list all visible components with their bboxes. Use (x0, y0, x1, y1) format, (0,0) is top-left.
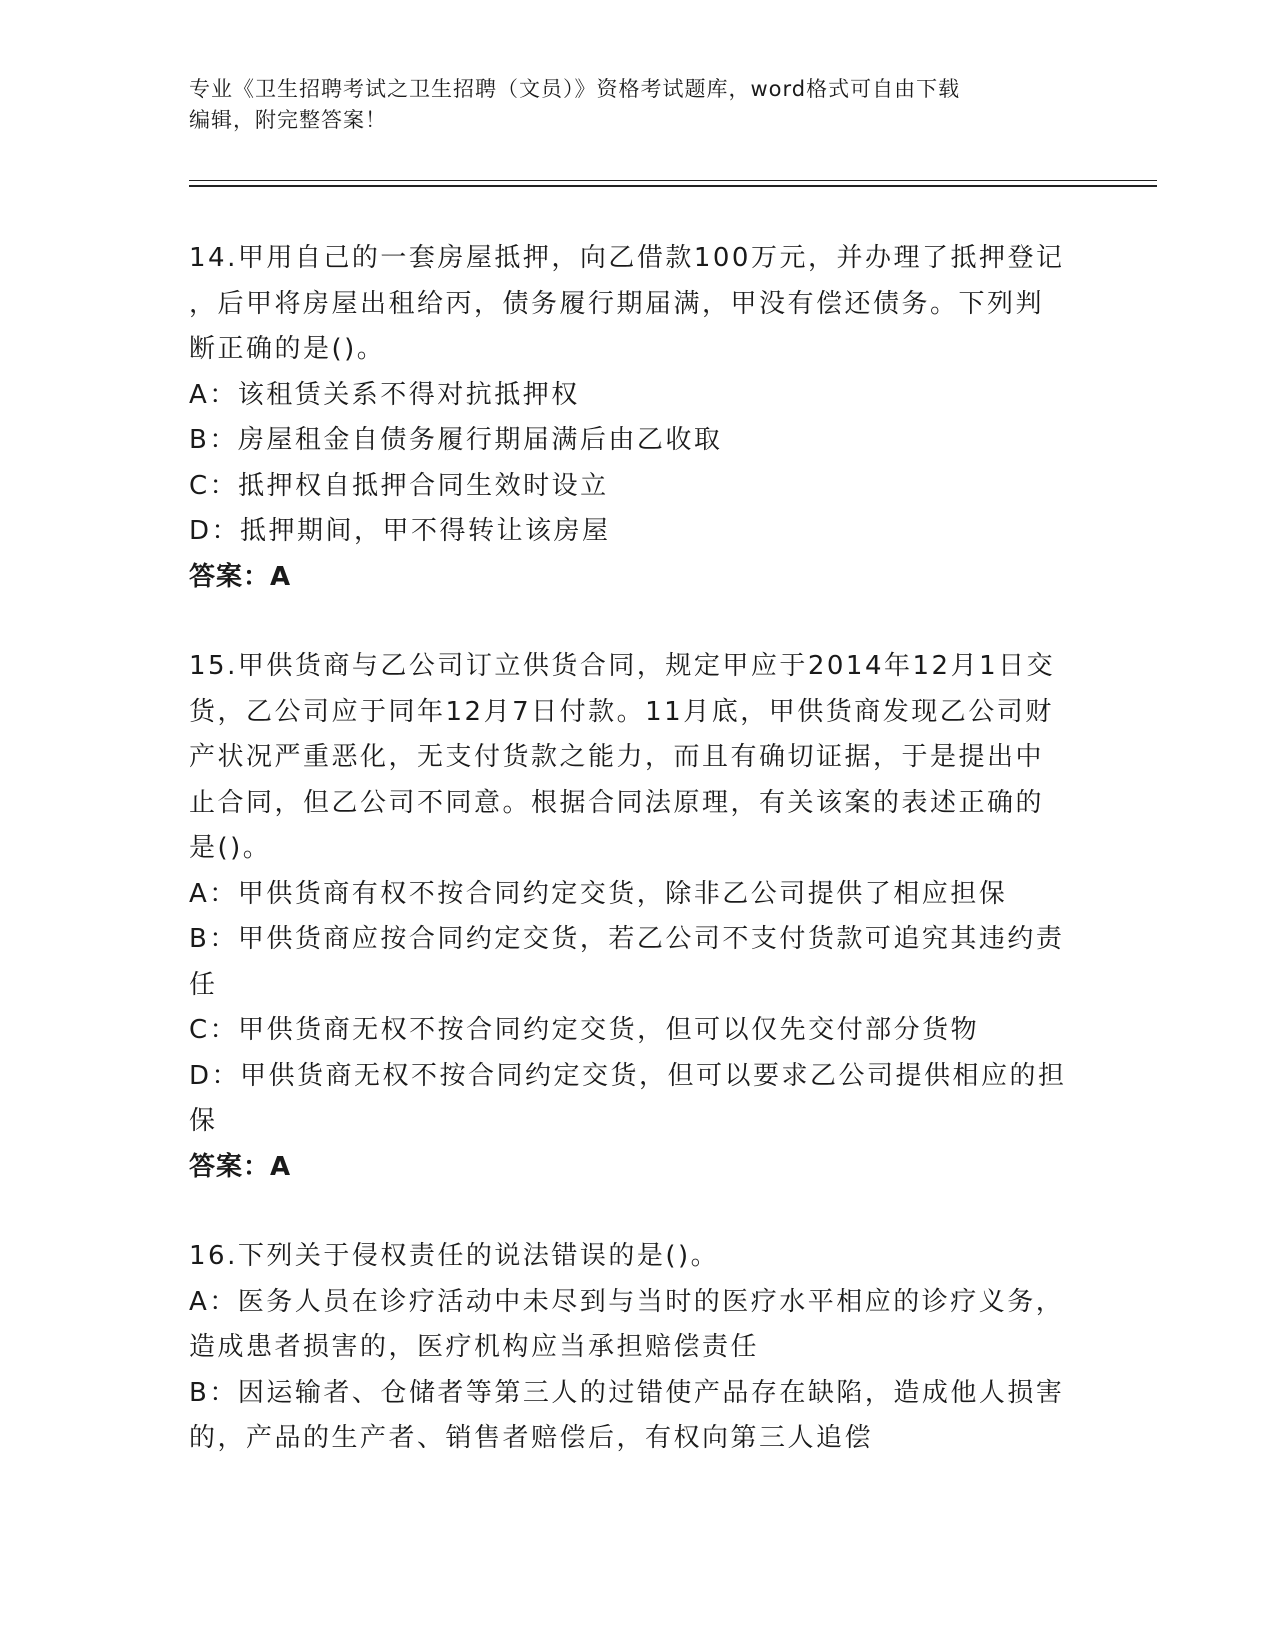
answer-option-line: 的，产品的生产者、销售者赔偿后，有权向第三人追偿 (189, 1423, 874, 1453)
question-stem-line: 14.甲用自己的一套房屋抵押，向乙借款100万元，并办理了抵押登记 (189, 243, 1065, 273)
answer-key: 答案：A (189, 1151, 292, 1182)
answer-option-line: B：因运输者、仓储者等第三人的过错使产品存在缺陷，造成他人损害 (189, 1377, 1065, 1408)
question-stem-line: 16.下列关于侵权责任的说法错误的是()。 (189, 1241, 720, 1271)
header-line-2: 编辑，附完整答案！ (189, 108, 387, 132)
answer-option-line: C：甲供货商无权不按合同约定交货，但可以仅先交付部分货物 (189, 1015, 980, 1045)
document-header (189, 74, 1089, 136)
question-stem-line: 是()。 (189, 833, 272, 863)
question-block (189, 236, 1089, 600)
answer-option (189, 509, 1089, 555)
answer-option-line: B：房屋租金自债务履行期届满后由乙收取 (189, 425, 723, 455)
answer-option (189, 1371, 1089, 1462)
answer-option (189, 418, 1089, 464)
answer-key: 答案：A (189, 561, 292, 592)
answer-option (189, 1054, 1089, 1145)
answer-option (189, 373, 1089, 419)
question-block (189, 1234, 1089, 1462)
answer-option-line: 任 (189, 969, 218, 1000)
question-stem-line: 断正确的是()。 (189, 334, 386, 364)
answer-option (189, 1280, 1089, 1371)
question-stem-line: ，后甲将房屋出租给丙，债务履行期届满，甲没有偿还债务。下列判 (189, 288, 1045, 319)
header-divider-thick (189, 185, 1157, 187)
header-line-1: 专业《卫生招聘考试之卫生招聘（文员）》资格考试题库，word格式可自由下载 (189, 77, 961, 101)
answer-option (189, 917, 1089, 1008)
answer-option-line: 造成患者损害的，医疗机构应当承担赔偿责任 (189, 1332, 760, 1362)
question-stem-line: 货，乙公司应于同年12月7日付款。11月底，甲供货商发现乙公司财 (189, 696, 1054, 727)
question-stem-line: 止合同，但乙公司不同意。根据合同法原理，有关该案的表述正确的 (189, 787, 1045, 818)
answer-option-line: B：甲供货商应按合同约定交货，若乙公司不支付货款可追究其违约责 (189, 924, 1065, 954)
answer-option (189, 872, 1089, 918)
question-list (189, 236, 1089, 1506)
question-stem-line: 15.甲供货商与乙公司订立供货合同，规定甲应于2014年12月1日交 (189, 651, 1056, 681)
answer-option-line: D：抵押期间，甲不得转让该房屋 (189, 516, 611, 546)
answer-option-line: A：甲供货商有权不按合同约定交货，除非乙公司提供了相应担保 (189, 878, 1008, 909)
answer-option (189, 464, 1089, 510)
header-divider-thin (189, 180, 1157, 181)
answer-option-line: A：医务人员在诊疗活动中未尽到与当时的医疗水平相应的诊疗义务， (189, 1286, 1065, 1317)
answer-option-line: 保 (189, 1106, 218, 1136)
answer-option-line: A：该租赁关系不得对抗抵押权 (189, 379, 580, 410)
answer-option-line: D：甲供货商无权不按合同约定交货，但可以要求乙公司提供相应的担 (189, 1060, 1067, 1091)
answer-option (189, 1008, 1089, 1054)
question-stem-line: 产状况严重恶化，无支付货款之能力，而且有确切证据，于是提出中 (189, 742, 1045, 772)
answer-option-line: C：抵押权自抵押合同生效时设立 (189, 470, 609, 501)
question-block (189, 644, 1089, 1190)
